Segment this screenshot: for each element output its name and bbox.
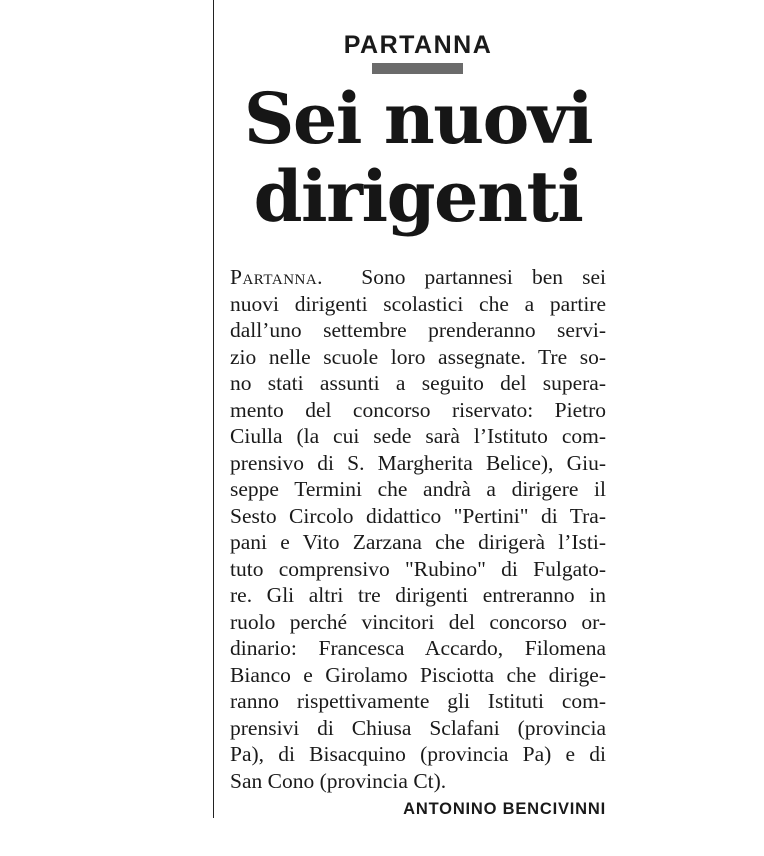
- body-line: seppe Termini che andrà a dirigere il: [230, 477, 606, 501]
- body-line: Sesto Circolo didattico "Pertini" di Tra-: [230, 503, 606, 528]
- headline-line: dirigenti: [253, 155, 583, 238]
- body-line: no stati assunti a seguito del supera-: [230, 371, 606, 395]
- body-line: prensivo di S. Margherita Belice), Giu-: [230, 450, 606, 475]
- headline: [230, 77, 606, 238]
- section-kicker: PARTANNA: [343, 31, 493, 59]
- kicker-underline-bar: [372, 63, 463, 74]
- body-line: zio nelle scuole loro assegnate. Tre so-: [230, 344, 606, 369]
- dateline: Partanna.: [230, 265, 324, 289]
- body-line: nuovi dirigenti scolastici che a partire: [230, 291, 606, 316]
- body-line: prensivi di Chiusa Sclafani (provincia: [230, 715, 606, 740]
- body-line: San Cono (provincia Ct).: [230, 768, 447, 793]
- body-line: mento del concorso riservato: Pietro: [230, 397, 606, 422]
- body-line: dall’uno settembre prenderanno servi-: [230, 318, 606, 342]
- byline: ANTONINO BENCIVINNI: [403, 800, 606, 818]
- body-line: re. Gli altri tre dirigenti entreranno in: [230, 583, 606, 607]
- body-line: pani e Vito Zarzana che dirigerà l’Isti-: [230, 530, 606, 554]
- body-line: dinario: Francesca Accardo, Filomena: [230, 636, 606, 660]
- body-line: Bianco e Girolamo Pisciotta che dirige-: [230, 662, 606, 687]
- column-divider-rule: [213, 0, 214, 818]
- body-line-text: Sono partannesi ben sei: [361, 265, 606, 289]
- body-line: Ciulla (la cui sede sarà l’Istituto com-: [230, 424, 606, 448]
- body-line: Pa), di Bisacquino (provincia Pa) e di: [230, 742, 606, 766]
- headline-line: Sei nuovi: [243, 77, 593, 160]
- body-line: ranno rispettivamente gli Istituti com-: [230, 689, 606, 713]
- body-line: [230, 264, 606, 291]
- body-line: tuto comprensivo "Rubino" di Fulgato-: [230, 556, 606, 581]
- article-body: [230, 264, 606, 794]
- body-line: ruolo perché vincitori del concorso or-: [230, 609, 606, 634]
